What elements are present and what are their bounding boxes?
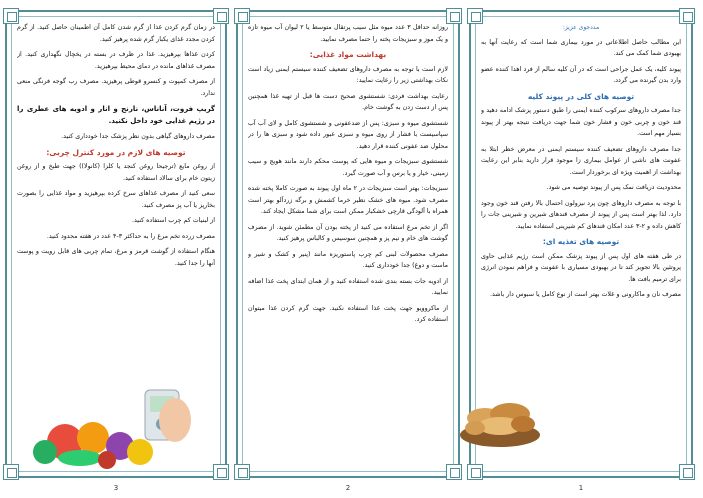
bread-basket-illustration [455,380,545,450]
page-number: 2 [345,484,351,492]
section-heading: توصیه های کلی در پیوند کلیه [527,91,635,101]
fruits-glucometer-illustration [25,380,205,470]
section-heading: توصیه های تغذیه ای: [542,237,620,246]
paragraph: جدا مصرف داروهای سرکوب کننده ایمنی را طبق دستور پزشک ادامه دهید و قند خون و چربی خون و فشار خون شما جهت دریافت نتیجه بهتر از پیوند بسیار مهم است. [481,107,681,137]
paragraph: از روغن مایع (ترجیحا روغن کنجد یا کلزا (کانولا)) جهت طبخ و از روغن زیتون خام برای سالاد استفاده کنید. [17,163,215,182]
paragraph: سعی کنید از مصرف غذاهای سرخ کرده بپرهیزید و مواد غذایی را بصورت بخارپز یا آب پز مصرف کنید. [17,190,215,209]
paragraph: در طی هفته های اول پس از پیوند پزشک ممکن است رژیم غذایی حاوی پروتئین بالا تجویز کند تا در بهبودی مسیاری با عفونت و فراهم نمودن انرژی برای ترمیم بافت ها. [481,252,681,283]
panel-content [481,22,681,388]
paragraph: از مصرف کمپوت و کنسرو قوطی پرهیزید. مصرف رب گوجه فرنگی منعی ندارد. [17,78,215,97]
panel-content [17,22,215,380]
paragraph: سبزیجات: بهتر است سبزیجات در ۲ ماه اول پیوند به صورت کاملا پخته شده مصرف شود. میوه های خشک نظیر خرما کشمش و برگه زردآلو بهتر است همراه با آلودگی قارچی خشکبار ممکن است برای شما مشکل ایجاد کند. [248,185,448,215]
paragraph: از ماکروویو جهت پخت غذا استفاده نکنید. جهت گرم کردن غذا میتوان استفاده کرد. [248,304,448,323]
paragraph: شستشوی میوه و سبزی: پس از ضدعفونی و شستشوی کامل و لای آب آب سپاسیست با فشار از روی میوه و سبزی عبور داده شود و سبزی ها را در محلول ضد عفونی کننده قرار دهید. [248,119,448,150]
page-number: 1 [578,484,584,492]
paragraph: اگر از تخم مرغ استفاده می کنید از پخته بودن آن مطمئن شوید. از مصرف گوشت های خام و نیم پز و همچنین سوسیس و کالباس پرهیز کنید. [248,223,448,242]
frame-corner-ornament [679,8,695,24]
greeting: مددجوی عزیز: [562,24,600,31]
paragraph: از لبنیات کم چرب استفاده کنید. [132,217,215,224]
paragraph: از ادویه جات بسته بندی شده استفاده کنید و از همان ابتدای پخت غذا اضافه نمایید. [248,277,448,296]
frame-corner-ornament [213,464,229,480]
section-heading: بهداشت مواد غذایی: [309,50,387,59]
page-number: 3 [113,484,119,492]
frame-corner-ornament [3,464,19,480]
paragraph: با توجه به مصرف داروهای چون پرد نیزولون احتمال بالا رفتن قند خون وجود دارد. لذا بهتر است پس از پیوند از مصرف قندهای شیرین و شیرینی جات را کاهش داده و ۲-۳ عدد امکان قندهای کم شیرینی استفاده نمایید. [481,199,681,230]
paragraph: جدا مصرف داروهای تضعیف کننده سیستم ایمنی در معرض خطر ابتلا به عفونت های ناشی از عوامل بیماری زا موجود قرار دارید بنابر این رعایت بهداشت از اهمیت ویژه ای برخوردار است. [481,145,681,176]
frame-corner-ornament [467,464,483,480]
paragraph: هنگام استفاده از گوشت قرمز و مرغ، تمام چربی های قابل رویت و پوست آنها را جدا کنید. [17,248,215,267]
paragraph-bold: گریپ فروت، آناناس، نارنج و انار و ادویه های عطری را در رژیم غذایی خود داخل نکنید. [17,105,215,125]
intro-paragraph: این مطالب حاصل اطلاعاتی در مورد بیماری شما است که رعایت آنها به بهبودی شما کمک می کند. [481,38,681,57]
panel-page-2 [236,10,460,492]
paragraph: در زمان گرم کردن غذا از گرم شدن کامل آن اطمینان حاصل کنید. از گرم کردن مجدد غذای یکبار گرم شده پرهیز کنید. [17,24,215,43]
paragraph: روزانه حداقل ۳ عدد میوه مثل سیب پرتقال متوسط یا ۲ لیوان آب میوه تازه و یک موز و سبزیجات پخته را حتما مصرف نمایید. [248,24,448,43]
paragraph: مصرف نان و ماکارونی و غلات بهتر است از نوع کامل یا سبوس دار باشد. [490,291,681,298]
frame-corner-ornament [234,464,250,480]
frame-corner-ornament [446,8,462,24]
paragraph: شستشوی سبزیجات و میوه هایی که پوست محکم دارند مانند هویج و سیب زمینی، خیار و یا برس و آب صورت گیرد. [248,158,448,177]
section-heading: توصیه های لازم در مورد کنترل چربی: [46,147,186,157]
frame-corner-ornament [446,464,462,480]
paragraph: مصرف داروهای گیاهی بدون نظر پزشک جدا خودداری کنید. [61,133,215,140]
paragraph: پیوند کلیه، یک عمل جراحی است که در آن کلیه سالم از فرد اهدا کننده عضو وارد بدن گیرنده می گردد. [481,65,681,84]
frame-corner-ornament [679,464,695,480]
paragraph: محدودیت دریافت نمک پس از پیوند توصیه می شود. [546,184,681,191]
panel-content [248,22,448,464]
paragraph: مصرف زرده تخم مرغ را به حداکثر ۳-۴ عدد در هفته محدود کنید. [46,232,215,240]
paragraph: لازم است با توجه به مصرف داروهای تضعیف کننده سیستم ایمنی زیاد است نکات بهداشتی زیر را رعایت نمایید: [248,65,448,84]
frame-corner-ornament [213,8,229,24]
paragraph: مصرف محصولات لبنی کم چرب پاستوریزه مانند (پنیر و کشک و شیر و ماست و دوغ) جدا خودداری کنید. [248,250,448,269]
paragraph: رعایت بهداشت فردی: شستشوی صحیح دست ها قبل از تهیه غذا همچنین پس از دست زدن به گوشت خام. [248,92,448,111]
paragraph: کردن غذاها بپرهیزید. غذا در ظرف در بسته در یخچال نگهداری کنید. از مصرف غذاهای مانده در دمای محیط بپرهیزید. [17,51,215,70]
